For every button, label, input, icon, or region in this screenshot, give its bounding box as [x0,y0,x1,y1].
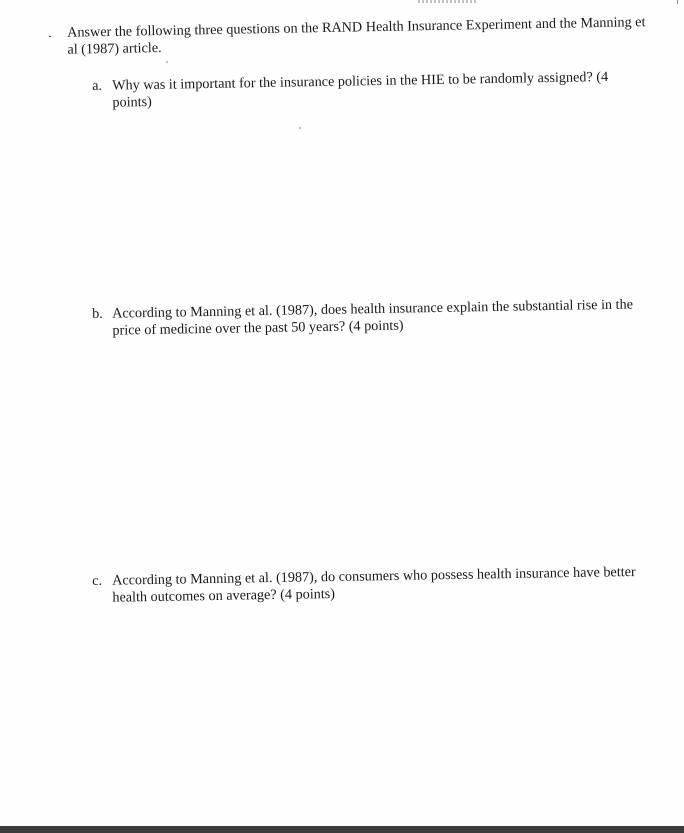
question-c-text: According to Manning et al. (1987), do consumers who possess health insurance have better health outcomes on average? (4 points) [111,563,636,606]
question-c [92,564,642,606]
question-c-letter: c. [92,572,103,589]
question-a-letter: a. [92,77,103,94]
scan-bottom-edge [0,826,684,833]
question-a-text: Why was it important for the insurance policies in the HIE to be randomly assigned? (4 points) [111,68,609,111]
question-bullet: . [48,25,52,42]
scan-artifact [418,0,478,3]
stray-mark [299,127,301,129]
scan-edge-mark [677,0,678,4]
question-b [92,296,642,339]
main-question [48,14,653,58]
question-b-letter: b. [92,305,103,322]
question-a [92,68,642,111]
stray-mark [166,61,168,63]
main-question-text: Answer the following three questions on the RAND Health Insurance Experiment and the Manning et al (1987) article. [66,14,646,58]
question-b-text: According to Manning et al. (1987), does health insurance explain the substantial rise in the price of medicine over the past 50 years? (4 points) [111,296,634,339]
